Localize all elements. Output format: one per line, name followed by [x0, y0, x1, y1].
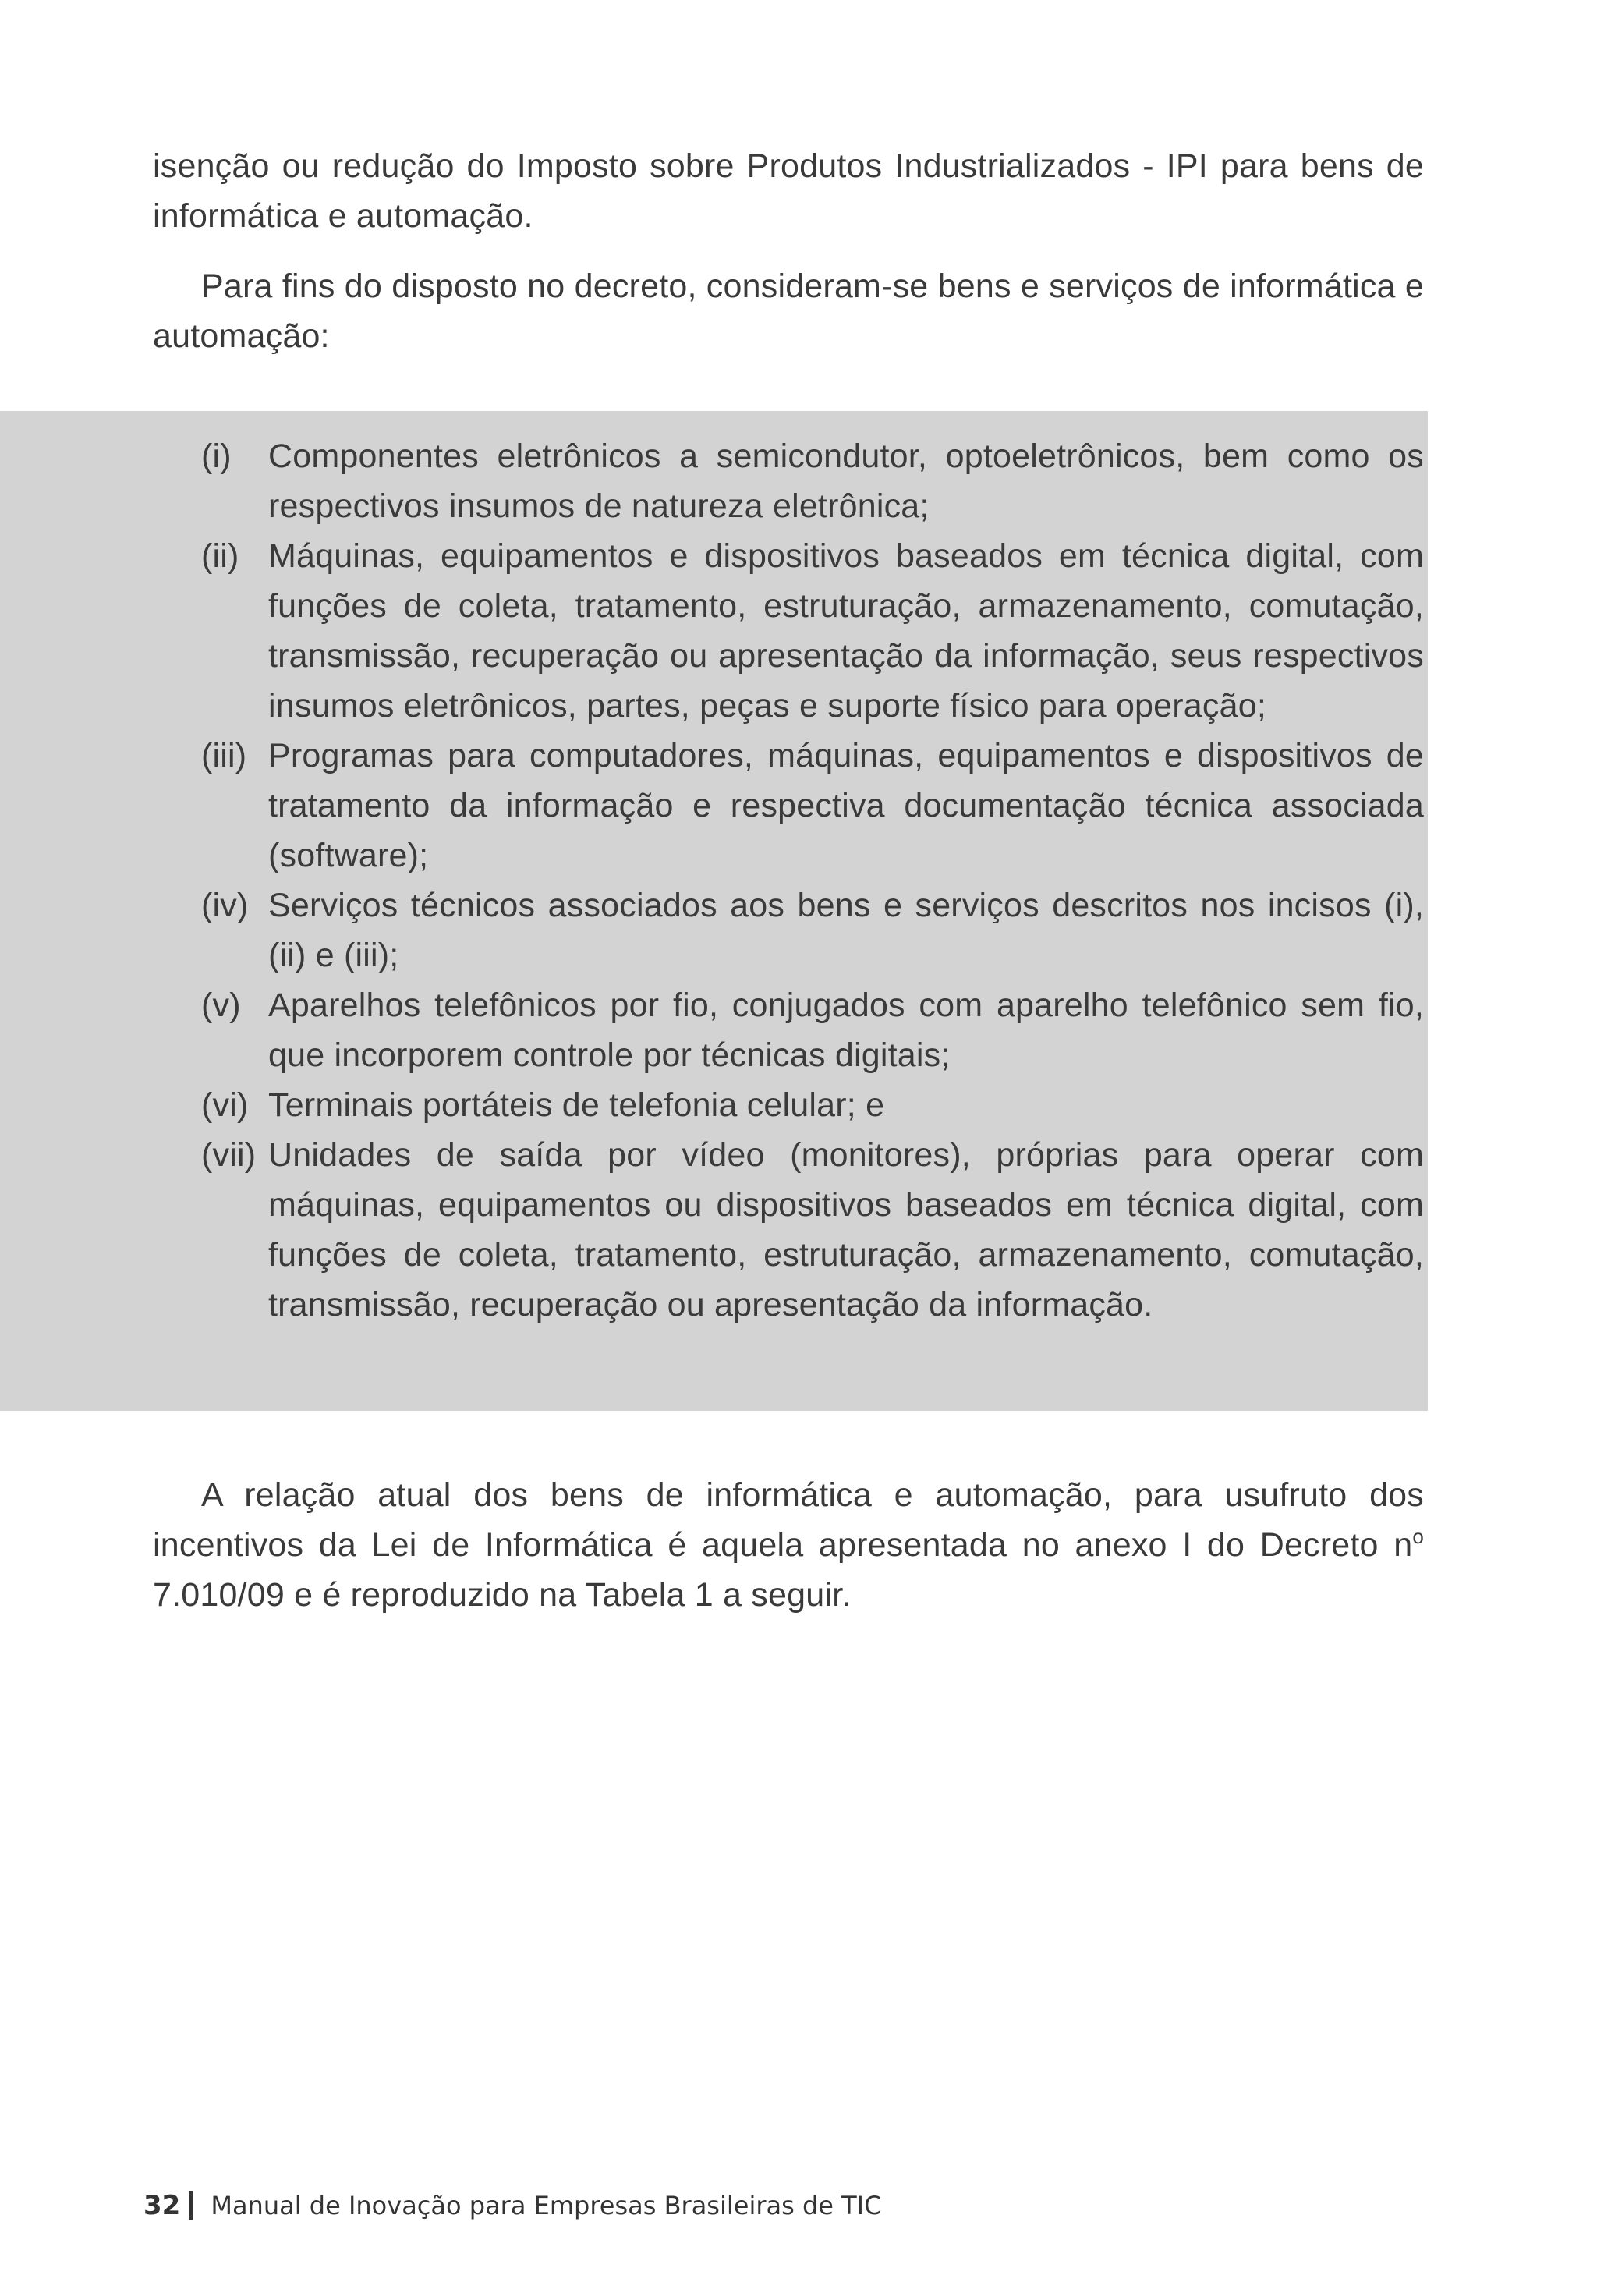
- closing-paragraph-text: A relação atual dos bens de informática e automação, para usufruto dos incentivos da Lei de Informática é aquela apresentada no anexo I do Decreto n: [153, 1476, 1424, 1564]
- list-item-marker: (vii): [201, 1136, 257, 1174]
- list-item-text: Programas para computadores, máquinas, equipamentos e dispositivos de tratamento da informação e respectiva documentação técnica associada (software);: [268, 737, 1424, 874]
- list-item-marker: (ii): [201, 537, 239, 575]
- list-item: [201, 731, 1424, 880]
- intro-paragraph: isenção ou redução do Imposto sobre Produtos Industrializados - IPI para bens de informática e automação.: [153, 147, 1424, 235]
- list-item-marker: (v): [201, 987, 241, 1024]
- footer-divider: [189, 2191, 193, 2220]
- list-item: [201, 1080, 1424, 1130]
- list-item-marker: (iii): [201, 737, 247, 774]
- lead-paragraph: Para fins do disposto no decreto, consideram-se bens e serviços de informática e automação:: [153, 268, 1424, 355]
- page-number: 32: [143, 2190, 181, 2221]
- list-item: [201, 431, 1424, 531]
- list-item-text: Terminais portáteis de telefonia celular; e: [268, 1086, 885, 1124]
- closing-paragraph: [153, 1470, 1424, 1620]
- closing-paragraph-text-end: 7.010/09 e é reproduzido na Tabela 1 a seguir.: [153, 1576, 852, 1614]
- footer-title: Manual de Inovação para Empresas Brasileiras de TIC: [211, 2191, 882, 2220]
- list-item: [201, 980, 1424, 1080]
- list-item-text: Aparelhos telefônicos por fio, conjugados com aparelho telefônico sem fio, que incorporem controle por técnicas digitais;: [268, 987, 1424, 1074]
- incisos-list: [201, 431, 1424, 1330]
- list-item: [201, 531, 1424, 731]
- list-item-marker: (vi): [201, 1086, 249, 1124]
- page-footer: [143, 2186, 881, 2225]
- list-item-marker: (iv): [201, 887, 249, 924]
- list-item: [201, 880, 1424, 980]
- list-item-marker: (i): [201, 438, 232, 475]
- list-item-text: Componentes eletrônicos a semicondutor, optoeletrônicos, bem como os respectivos insumos de natureza eletrônica;: [268, 438, 1424, 525]
- list-item-text: Unidades de saída por vídeo (monitores), próprias para operar com máquinas, equipamentos ou dispositivos baseados em técnica digital, com funções de coleta, tratamento, estruturação, armazenamento, comutação, transmissão, recuperação ou apresentação da informação.: [268, 1136, 1424, 1323]
- ordinal-superscript: o: [1412, 1525, 1424, 1548]
- list-item: [201, 1130, 1424, 1330]
- list-item-text: Máquinas, equipamentos e dispositivos baseados em técnica digital, com funções de coleta, tratamento, estruturação, armazenamento, comutação, transmissão, recuperação ou apresentação da informação, seus respectivos insumos eletrônicos, partes, peças e suporte físico para operação;: [268, 537, 1424, 725]
- list-item-text: Serviços técnicos associados aos bens e serviços descritos nos incisos (i), (ii) e (iii);: [268, 887, 1424, 974]
